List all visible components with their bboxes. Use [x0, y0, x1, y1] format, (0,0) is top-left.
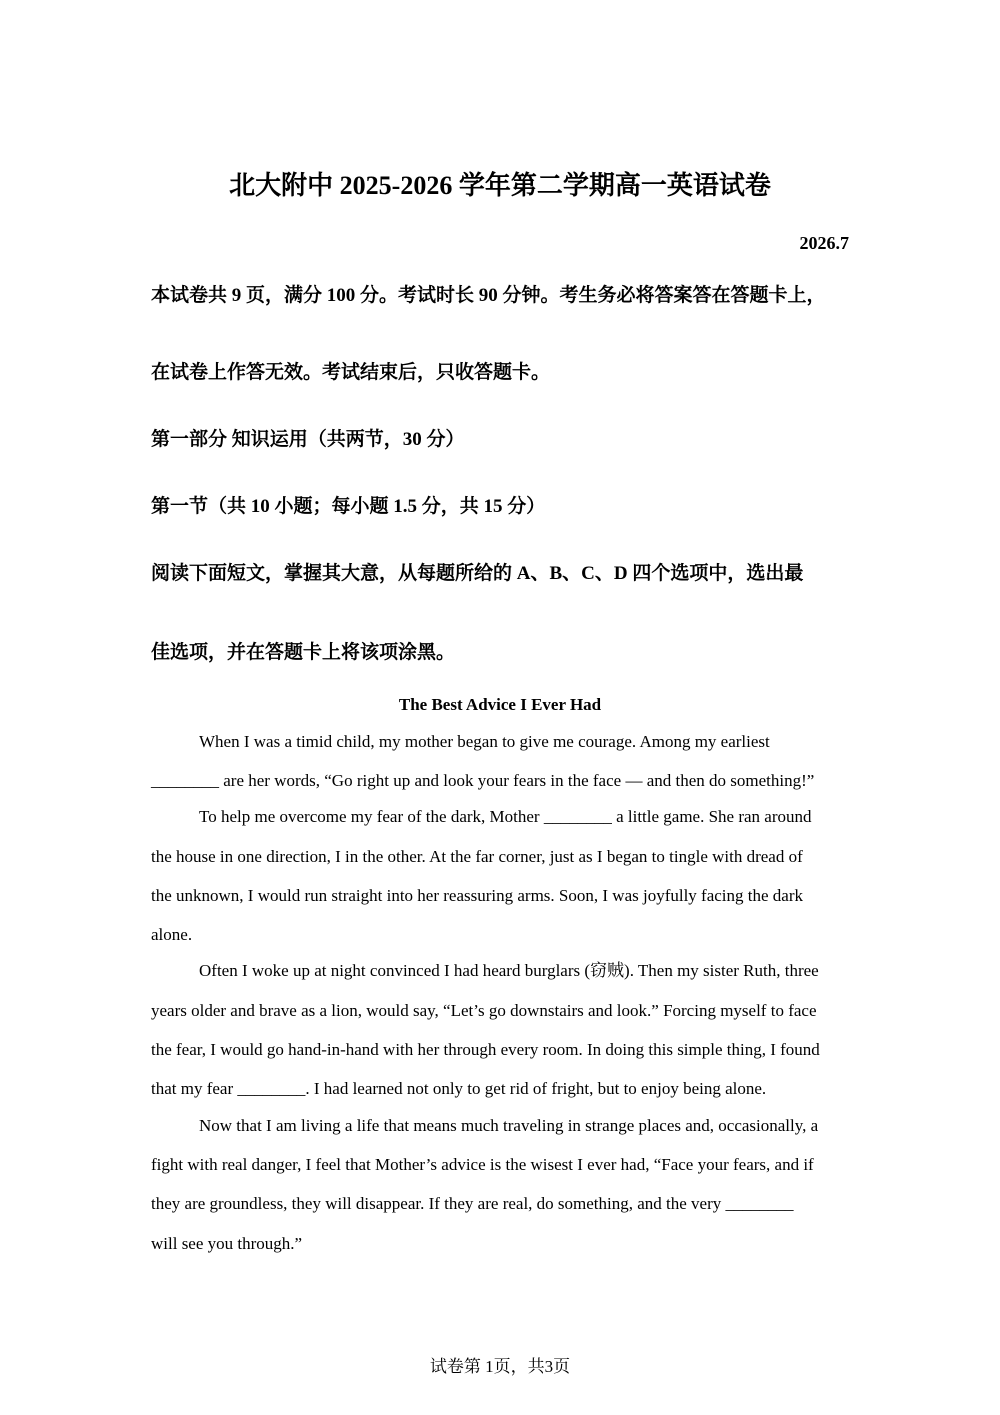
instruction-line-2: 在试卷上作答无效。考试结束后，只收答题卡。 [151, 362, 551, 383]
passage-title: The Best Advice I Ever Had [398, 695, 602, 714]
passage-line: they are groundless, they will disappear. If they are real, do something, and the very ________ [151, 1194, 794, 1213]
passage-line: Often I woke up at night convinced I had heard burglars (窃贼). Then my sister Ruth, three [199, 961, 819, 980]
passage-line: the fear, I would go hand-in-hand with her through every room. In doing this simple thing, I found [151, 1040, 820, 1059]
passage-line: years older and brave as a lion, would say, “Let’s go downstairs and look.” Forcing myself to face [151, 1001, 817, 1020]
part-heading: 第一部分 知识运用（共两节，30 分） [151, 429, 465, 450]
passage-line: fight with real danger, I feel that Mother’s advice is the wisest I ever had, “Face your fears, and if [151, 1155, 814, 1174]
exam-date: 2026.7 [799, 233, 849, 253]
passage-line: When I was a timid child, my mother began to give me courage. Among my earliest [199, 732, 770, 751]
exam-title: 北大附中 2025-2026 学年第二学期高一英语试卷 [229, 171, 771, 200]
page-number-footer: 试卷第 1页，共3页 [429, 1357, 571, 1376]
passage-line: that my fear ________. I had learned not only to get rid of fright, but to enjoy being alone. [151, 1079, 767, 1098]
passage-line: ________ are her words, “Go right up and look your fears in the face — and then do something!” [151, 771, 815, 790]
passage-line: alone. [151, 925, 193, 944]
passage-line: the house in one direction, I in the other. At the far corner, just as I began to tingle with dread of [151, 847, 803, 866]
passage-line: Now that I am living a life that means much traveling in strange places and, occasionally, a [199, 1116, 819, 1135]
directions-line-1: 阅读下面短文，掌握其大意，从每题所给的 A、B、C、D 四个选项中，选出最 [151, 563, 804, 584]
passage-line: To help me overcome my fear of the dark, Mother ________ a little game. She ran around [199, 807, 812, 826]
passage-line: will see you through.” [151, 1234, 303, 1253]
section-heading: 第一节（共 10 小题；每小题 1.5 分，共 15 分） [151, 496, 546, 517]
passage-line: the unknown, I would run straight into her reassuring arms. Soon, I was joyfully facing the dark [151, 886, 804, 905]
directions-line-2: 佳选项，并在答题卡上将该项涂黑。 [151, 642, 456, 663]
instruction-line-1: 本试卷共 9 页，满分 100 分。考试时长 90 分钟。考生务必将答案答在答题卡上， [151, 285, 826, 306]
